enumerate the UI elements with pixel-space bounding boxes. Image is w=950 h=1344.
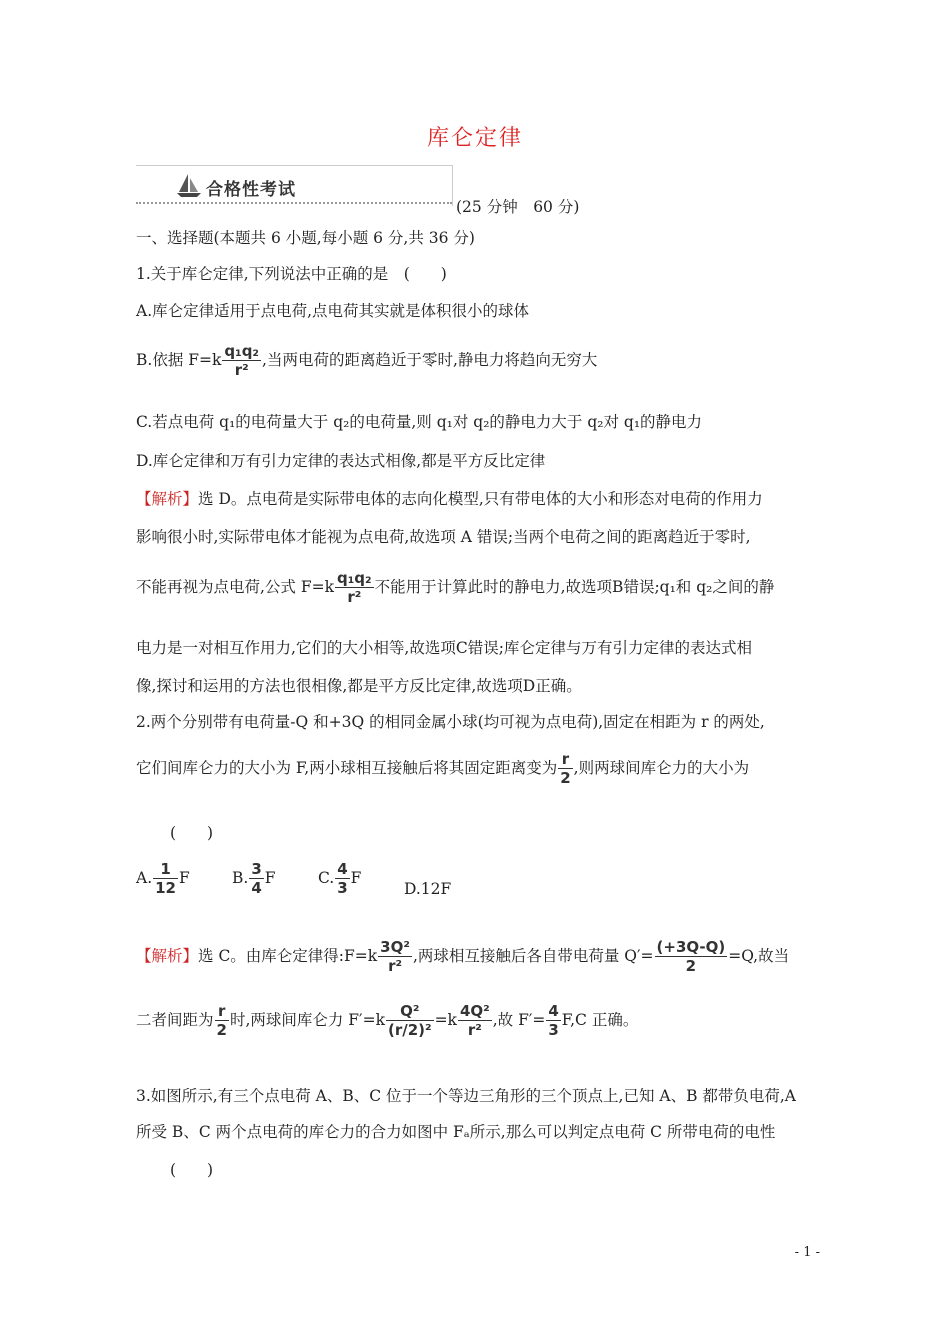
q1-analysis-line: 电力是一对相互作用力,它们的大小相等,故选项C错误;库仑定律与万有引力定律的表达式相 [136,639,752,657]
q1-option-c: C.若点电荷 q₁的电荷量大于 q₂的电荷量,则 q₁对 q₂的静电力大于 q₂对 q₁的静电力 [136,413,703,431]
sailboat-icon [176,172,202,198]
section-badge [136,165,453,206]
fraction: $\frac{r}{2}$ [216,1002,227,1039]
fraction: $\frac{\text{q₁q₂}}{\text{r²}}$ [224,342,260,379]
q1-analysis-line: 像,探讨和运用的方法也很相像,都是平方反比定律,故选项D正确。 [136,677,582,695]
fraction: $\frac{\text{q₁q₂}}{\text{r²}}$ [337,569,372,606]
section-heading: 一、选择题(本题共 6 小题,每小题 6 分,共 36 分) [136,229,475,247]
q2-analysis-line: 二者间距为 $\frac{r}{2}$ 时,两球间库仑力 F′=k $\frac{\text{Q²}}{\text{(r/2)²}}$ =k $\frac{\text{4Q²}}{\text{r²}}$ ,故 F′= $\frac{4}{3}$ F,C 正确。 [136,1002,639,1039]
q2-option-a: A. $\frac{1}{12}$ F [136,860,190,897]
fraction: $\frac{4}{3}$ [548,1002,559,1039]
badge-label: 合格性考试 [206,180,296,200]
q1-analysis-line: 【解析】选 D。点电荷是实际带电体的志向化模型,只有带电体的大小和形态对电荷的作用力 [136,490,763,508]
fraction: $\frac{\text{4Q²}}{\text{r²}}$ [459,1002,490,1039]
page-title: 库仑定律 [426,126,523,151]
q2-option-b: B. $\frac{3}{4}$ F [232,860,276,897]
fraction: $\frac{(+3Q-Q)}{2}$ [656,938,726,975]
fraction: $\frac{\text{3Q²}}{\text{r²}}$ [380,938,410,975]
q1-option-a: A.库仑定律适用于点电荷,点电荷其实就是体积很小的球体 [136,302,530,320]
q2-blank: ( ) [170,824,214,842]
q3-blank: ( ) [170,1161,214,1179]
q1-stem: 1.关于库仑定律,下列说法中正确的是 ( ) [136,265,447,283]
q3-stem-line: 3.如图所示,有三个点电荷 A、B、C 位于一个等边三角形的三个顶点上,已知 A、B 都带负电荷,A [136,1087,797,1105]
q2-analysis-line: 【解析】选 C。由库仑定律得:F=k $\frac{\text{3Q²}}{\text{r²}}$ ,两球相互接触后各自带电荷量 Q′= $\frac{(+3Q-Q)}{2}$ =Q,故当 [136,938,790,975]
q2-stem-line: 它们间库仑力的大小为 F,两小球相互接触后将其固定距离变为 $\frac{r}{2}$ ,则两球间库仑力的大小为 [136,750,750,787]
time-info: (25 分钟 60 分) [456,198,580,216]
q1-analysis-line: 影响很小时,实际带电体才能视为点电荷,故选项 A 错误;当两个电荷之间的距离趋近于零时, [136,528,751,546]
q3-stem-line: 所受 B、C 两个点电荷的库仑力的合力如图中 Fₐ所示,那么可以判定点电荷 C 所带电荷的电性 [136,1123,776,1141]
fraction: $\frac{r}{2}$ [560,750,571,787]
q2-option-c: C. $\frac{4}{3}$ F [318,860,362,897]
fraction: $\frac{\text{Q²}}{\text{(r/2)²}}$ [387,1002,432,1039]
q2-stem-line: 2.两个分别带有电荷量-Q 和+3Q 的相同金属小球(均可视为点电荷),固定在相距为 r 的两处, [136,713,765,731]
page-number: - 1 - [794,1245,820,1260]
q1-option-b: B.依据 F=k $\frac{\text{q₁q₂}}{\text{r²}}$ ,当两电荷的距离趋近于零时,静电力将趋向无穷大 [136,342,598,379]
q1-analysis-line: 不能再视为点电荷,公式 F=k $\frac{\text{q₁q₂}}{\text{r²}}$ 不能用于计算此时的静电力,故选项B错误;q₁和 q₂之间的静 [136,569,775,606]
q2-option-d: D.12F [404,880,452,898]
q1-option-d: D.库仑定律和万有引力定律的表达式相像,都是平方反比定律 [136,452,546,470]
